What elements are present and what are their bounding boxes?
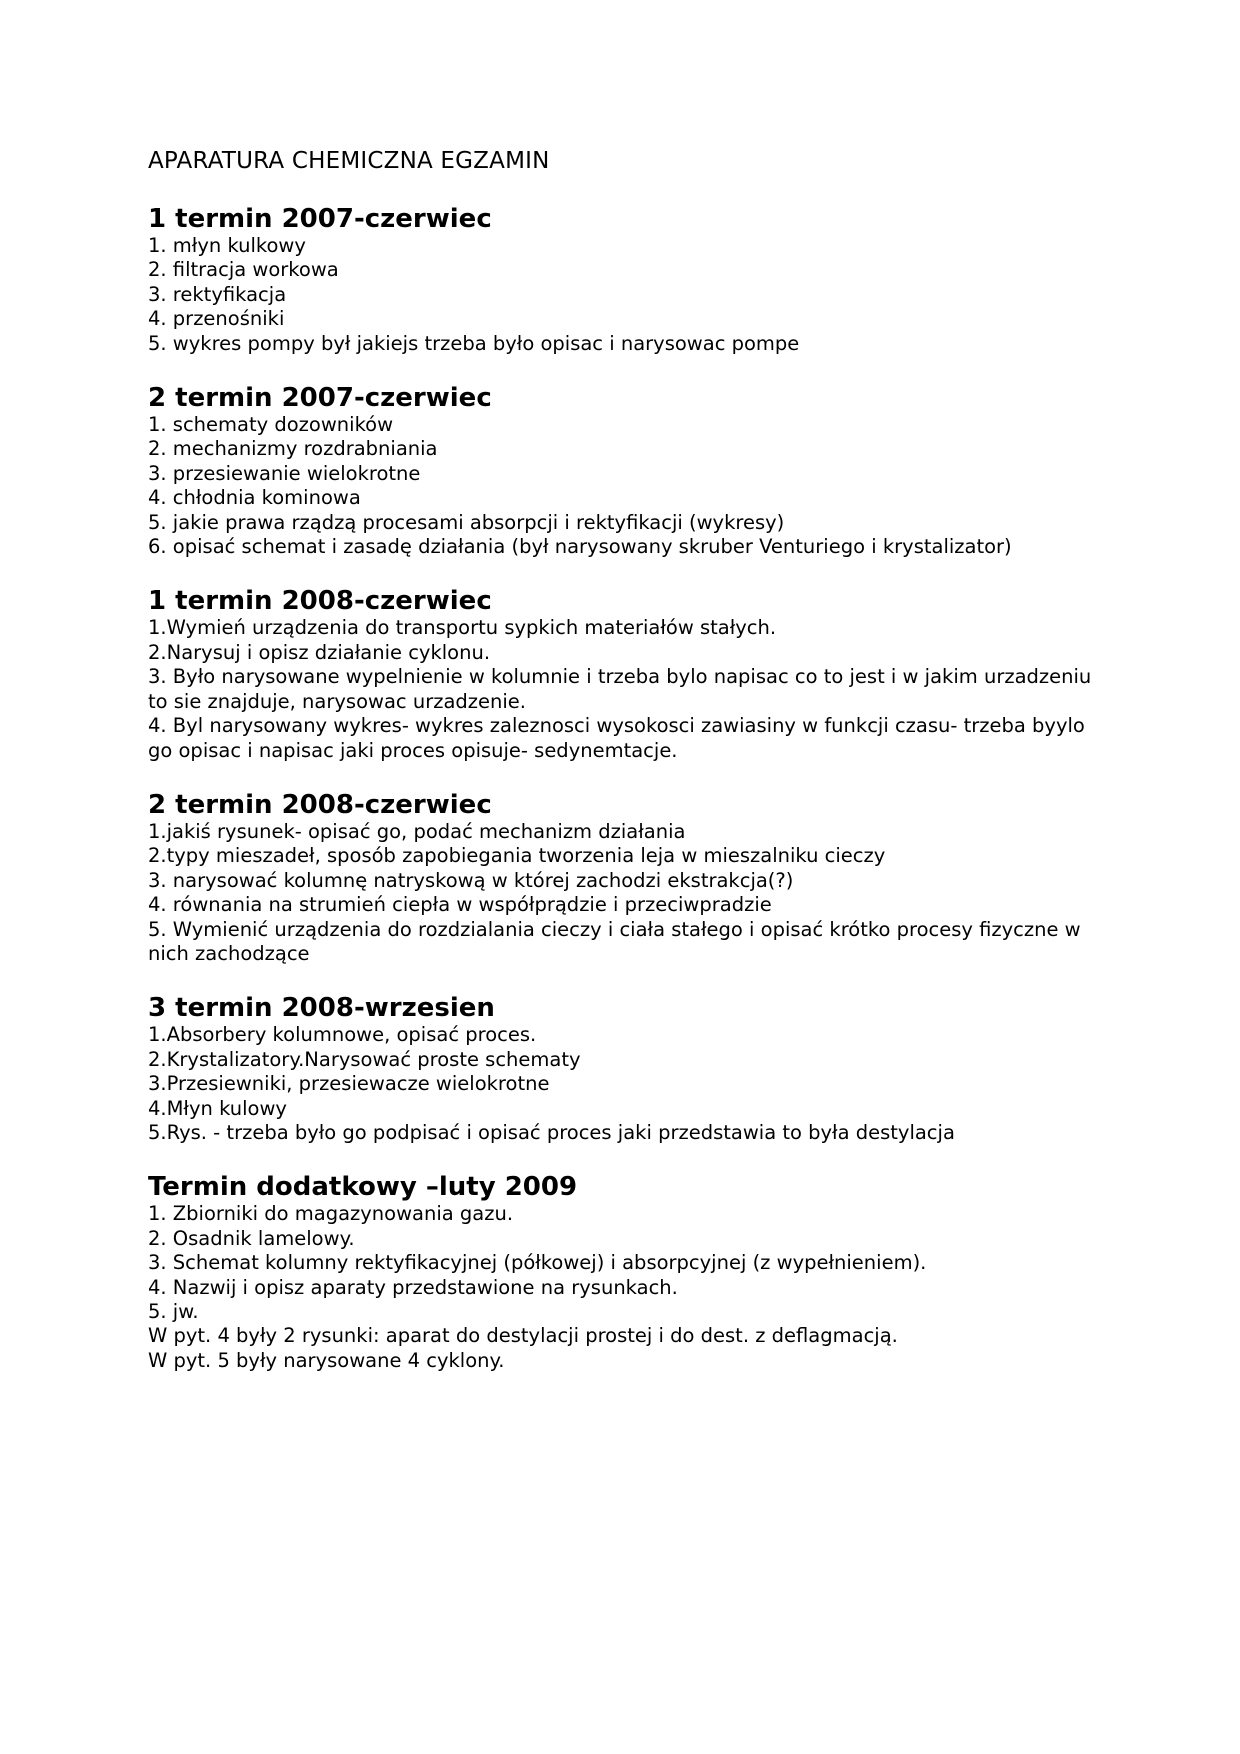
list-item: 2.Narysuj i opisz działanie cyklonu. (148, 640, 491, 664)
list-item: 2.Krystalizatory.Narysować proste schematy (148, 1047, 581, 1071)
list-item: 4. przenośniki (148, 307, 285, 331)
section-3 (148, 586, 1098, 762)
list-item: 2. filtracja workowa (148, 258, 339, 282)
section-2 (148, 383, 1098, 559)
list-item: 2. Osadnik lamelowy. (148, 1226, 355, 1250)
list-item: 1. młyn kulkowy (148, 234, 306, 257)
list-item: 1.Absorbery kolumnowe, opisać proces. (148, 1023, 537, 1047)
section-6 (148, 1172, 1098, 1373)
list-item: 3. narysować kolumnę natryskową w której zachodzi ekstrakcja(?) (148, 868, 794, 892)
list-item: 2. mechanizmy rozdrabniania (148, 437, 438, 461)
section-4 (148, 790, 1098, 966)
list-item: 2.typy mieszadeł, sposób zapobiegania tworzenia leja w mieszalniku cieczy (148, 844, 886, 868)
list-item: 4. chłodnia kominowa (148, 486, 361, 510)
list-item: 4. Byl narysowany wykres- wykres zaleznosci wysokosci zawiasiny w funkcji czasu- trzeba byylo go opisac i napisac jaki proces opisuje- sedynemtacje. (148, 714, 1085, 762)
list-item: W pyt. 4 były 2 rysunki: aparat do destylacji prostej i do dest. z deflagmacją. (148, 1324, 898, 1348)
list-item: 5. jw. (148, 1300, 199, 1323)
document-title: APARATURA CHEMICZNA EGZAMIN (148, 148, 550, 174)
list-item: 1.jakiś rysunek- opisać go, podać mechanizm działania (148, 819, 686, 843)
section-heading: 2 termin 2008-czerwiec (148, 789, 492, 820)
list-item: 4. Nazwij i opisz aparaty przedstawione na rysunkach. (148, 1275, 678, 1299)
list-item: 1. Zbiorniki do magazynowania gazu. (148, 1202, 514, 1226)
list-item: 5. jakie prawa rządzą procesami absorpcji i rektyfikacji (wykresy) (148, 510, 785, 534)
list-item: 3. Schemat kolumny rektyfikacyjnej (półkowej) i absorpcyjnej (z wypełnieniem). (148, 1251, 927, 1275)
section-heading: 1 termin 2008-czerwiec (148, 586, 492, 617)
section-heading: 1 termin 2007-czerwiec (148, 204, 492, 234)
list-item: 3. Było narysowane wypelnienie w kolumnie i trzeba bylo napisac co to jest i w jakim urzadzeniu to sie znajduje, narysowac urzadzenie. (148, 665, 1092, 713)
section-heading: Termin dodatkowy –luty 2009 (148, 1172, 578, 1203)
list-item: 3. przesiewanie wielokrotne (148, 461, 421, 485)
list-item: 5.Rys. - trzeba było go podpisać i opisać proces jaki przedstawia to była destylacja (148, 1120, 955, 1144)
section-5 (148, 993, 1098, 1145)
list-item: 6. opisać schemat i zasadę działania (był narysowany skruber Venturiego i krystalizator) (148, 535, 1012, 559)
section-heading: 3 termin 2008-wrzesien (148, 993, 495, 1024)
list-item: 3.Przesiewniki, przesiewacze wielokrotne (148, 1072, 550, 1096)
list-item: 3. rektyfikacja (148, 282, 287, 306)
list-item: W pyt. 5 były narysowane 4 cyklony. (148, 1348, 505, 1372)
list-item: 5. wykres pompy był jakiejs trzeba było opisac i narysowac pompe (148, 331, 800, 355)
list-item: 4. równania na strumień ciepła w współprądzie i przeciwpradzie (148, 893, 772, 917)
list-item: 5. Wymienić urządzenia do rozdzialania cieczy i ciała stałego i opisać krótko procesy fizyczne w nich zachodzące (148, 917, 1081, 965)
document-page (148, 146, 1098, 1400)
list-item: 4.Młyn kulowy (148, 1096, 287, 1120)
list-item: 1. schematy dozowników (148, 413, 394, 437)
section-heading: 2 termin 2007-czerwiec (148, 383, 492, 414)
list-item: 1.Wymień urządzenia do transportu sypkich materiałów stałych. (148, 616, 777, 640)
section-1 (148, 204, 1098, 356)
